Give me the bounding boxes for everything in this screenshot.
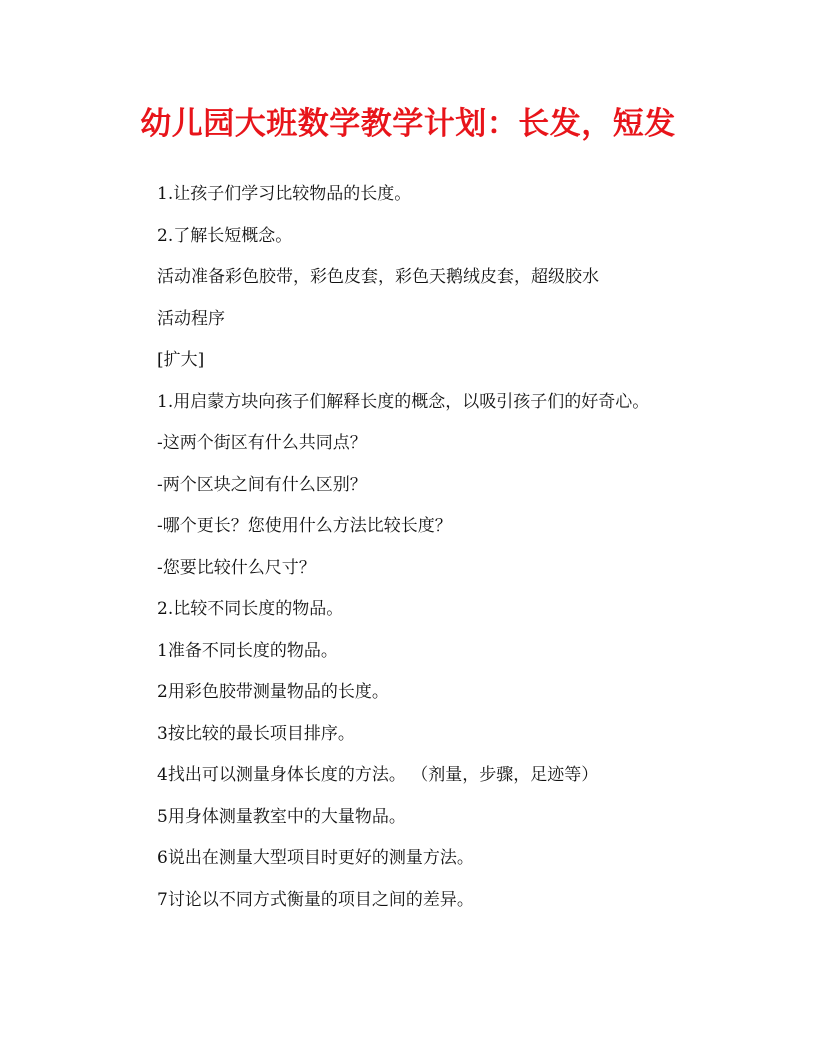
objective-line-1: 1.让孩子们学习比较物品的长度。 [157, 184, 412, 204]
substep-line-2: 2用彩色胶带测量物品的长度。 [157, 682, 389, 702]
substep-line-3: 3按比较的最长项目排序。 [157, 723, 355, 744]
substep-line-1: 1准备不同长度的物品。 [157, 640, 338, 661]
activity-preparation: 活动准备彩色胶带，彩色皮套，彩色天鹅绒皮套，超级胶水 [157, 267, 599, 287]
question-line-1: -这两个街区有什么共同点？ [157, 433, 367, 453]
step-2-line: 2.比较不同长度的物品。 [157, 599, 344, 619]
substep-line-4: 4找出可以测量身体长度的方法。 （剂量，步骤，足迹等） [157, 765, 599, 785]
question-line-4: -您要比较什么尺寸？ [157, 557, 316, 578]
question-line-3: -哪个更长？您使用什么方法比较长度？ [157, 516, 452, 536]
substep-line-5: 5用身体测量教室中的大量物品。 [157, 806, 406, 827]
objective-line-2: 2.了解长短概念。 [157, 225, 293, 246]
step-1-line: 1.用启蒙方块向孩子们解释长度的概念，以吸引孩子们的好奇心。 [157, 391, 650, 412]
question-line-2: -两个区块之间有什么区别？ [157, 474, 367, 495]
activity-procedure-heading: 活动程序 [157, 308, 225, 329]
substep-line-6: 6说出在测量大型项目时更好的测量方法。 [157, 848, 474, 868]
substep-line-7: 7讨论以不同方式衡量的项目之间的差异。 [157, 889, 474, 910]
document-body [157, 182, 777, 929]
document-title: 幼儿园大班数学教学计划：长发，短发 [140, 106, 676, 142]
expand-section-heading: [扩大] [157, 350, 205, 370]
